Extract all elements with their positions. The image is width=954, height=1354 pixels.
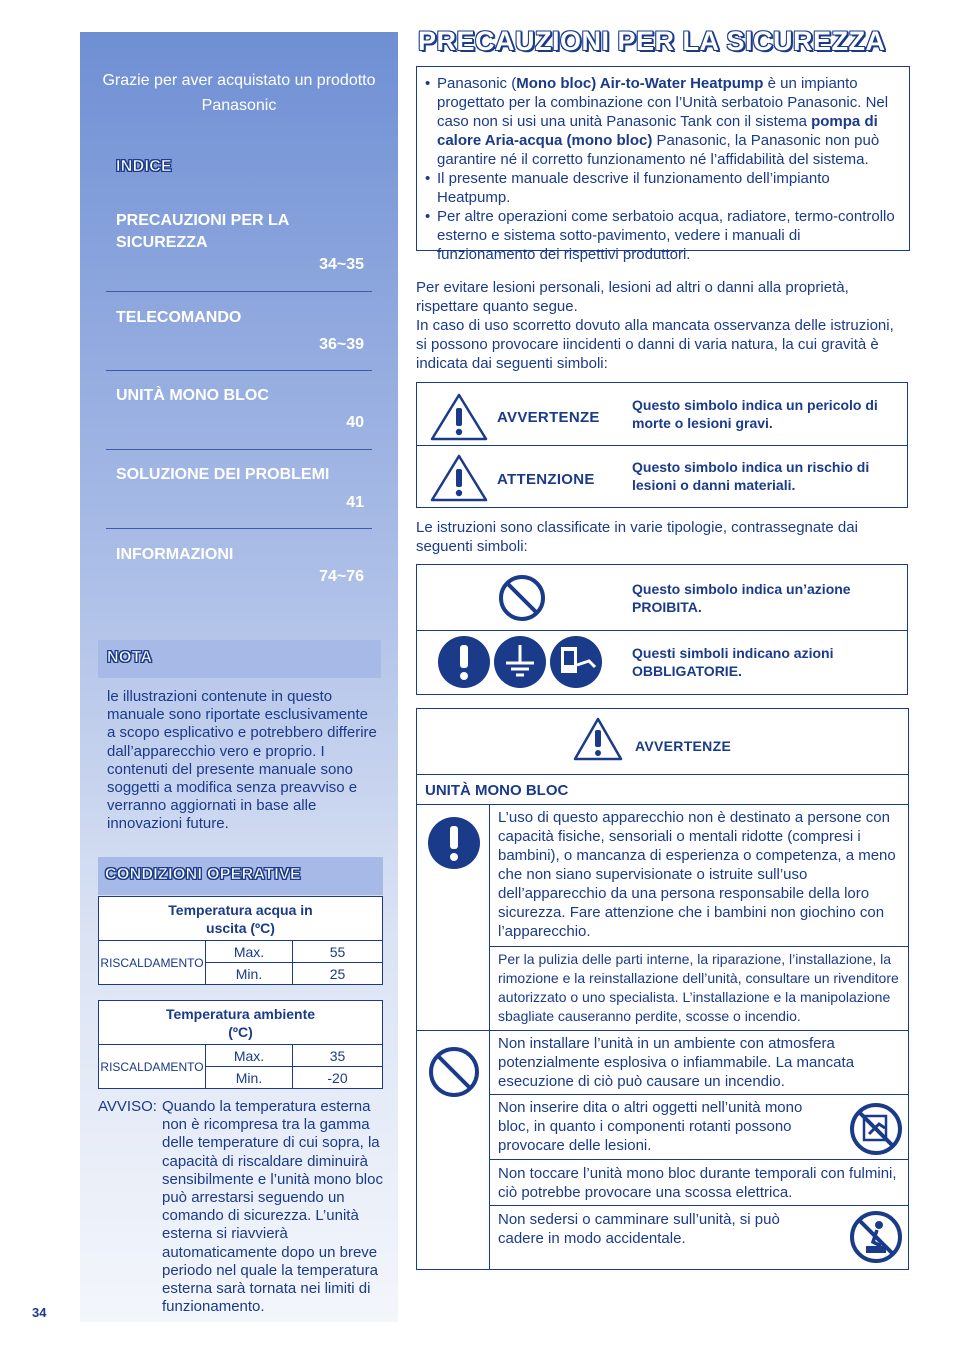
prohibited-item-2: Non inserire dita o altri oggetti nell’unità mono bloc, in quanto i componenti rotanti possono provocare delle lesioni. <box>498 1099 803 1154</box>
warning-block-label: AVVERTENZE <box>635 738 732 754</box>
toc-label: SOLUZIONE DEI PROBLEMI <box>116 466 330 483</box>
toc-page: 36~39 <box>319 336 364 353</box>
max-value: 55 <box>293 941 383 963</box>
toc-item-troubleshooting[interactable] <box>116 464 364 514</box>
toc-divider <box>106 449 372 450</box>
table-header: Temperatura acqua in uscita (ºC) <box>99 897 383 941</box>
toc-label: TELECOMANDO <box>116 309 242 326</box>
nota-text: le illustrazioni contenute in questo manuale sono riportate esclusivamente a scopo esplicativo e potrebbero differire dall’apparecchio vero e proprio. I contenuti del presente manuale sono soggetti a modifica senza preavviso e verranno aggiornati in base alle innovazioni future. <box>107 688 377 833</box>
min-label: Min. <box>206 963 293 985</box>
symbols-paragraph: Le istruzioni sono classificate in varie tipologie, contrassegnate dai seguenti simboli: <box>416 519 858 555</box>
toc-label: UNITÀ MONO BLOC <box>116 387 269 404</box>
divider <box>489 1159 908 1160</box>
toc-divider <box>106 291 372 292</box>
toc-item-monobloc[interactable] <box>116 385 364 435</box>
prohibited-icon <box>495 574 549 622</box>
intro-bullet-1: • Panasonic (Mono bloc) Air-to-Water Heatpump è un impianto progettato per la combinazione con l’Unità serbatoio Panasonic. Nel caso non si usi una unità Panasonic Tank con il sistema pompa di calore Aria-acqua (mono bloc) Panasonic, la Panasonic non può garantire né il corretto funzionamento né l’affidabilità del sistema. <box>417 74 903 169</box>
no-sitting-icon <box>849 1210 903 1264</box>
mandatory-icon <box>437 635 491 689</box>
min-value: 25 <box>293 963 383 985</box>
mode-cell: RISCALDAMENTO <box>99 941 206 985</box>
prohibited-icon <box>427 1045 481 1099</box>
max-value: 35 <box>293 1045 383 1067</box>
toc-divider <box>106 370 372 371</box>
max-label: Max. <box>206 1045 293 1067</box>
toc-page: 40 <box>346 414 364 431</box>
divider <box>417 804 908 805</box>
severity-box <box>416 382 908 508</box>
toc-item-safety[interactable] <box>116 210 364 273</box>
divider <box>417 1030 908 1031</box>
mandatory-icon <box>427 816 481 870</box>
warning-label: AVVERTENZE <box>497 409 600 426</box>
divider <box>417 445 907 446</box>
table-header: Temperatura ambiente (ºC) <box>99 1001 383 1045</box>
prohibited-item-4: Non sedersi o camminare sull’unità, si può cadere in modo accidentale. <box>498 1211 780 1247</box>
min-label: Min. <box>206 1067 293 1089</box>
notice-label: AVVISO: <box>98 1098 157 1115</box>
caution-desc: Questo simbolo indica un rischio di lesioni o danni materiali. <box>632 459 870 493</box>
toc-item-info[interactable] <box>116 544 364 594</box>
notice-text: Quando la temperatura esterna non è ricompresa tra la gamma delle temperature di cui sopra, la capacità di riscaldare diminuirà sensibilmente e l’unità mono bloc può arrestarsi seguendo un comando di sicurezza. L’unità esterna si riavvierà automaticamente dopo un breve periodo nel quale la temperatura esterna sarà tornata nei limiti di funzionamento. <box>162 1098 383 1316</box>
warning-desc: Questo simbolo indica un pericolo di morte o lesioni gravi. <box>632 397 878 431</box>
toc-item-remote[interactable] <box>116 307 364 357</box>
no-fingers-icon <box>849 1102 903 1156</box>
conditions-label: CONDIZIONI OPERATIVE <box>105 866 301 883</box>
caution-triangle-icon <box>429 453 489 503</box>
warning-block <box>416 708 909 1270</box>
min-value: -20 <box>293 1067 383 1089</box>
intro-box <box>416 66 910 263</box>
prohibited-desc: Questo simbolo indica un’azione PROIBITA. <box>632 581 851 615</box>
divider <box>417 630 907 631</box>
prohibited-item-3: Non toccare l’unità mono bloc durante temporali con fulmini, ciò potrebbe provocare una scossa elettrica. <box>498 1165 897 1201</box>
intro-bullet-2: • Il presente manuale descrive il funzionamento dell’impianto Heatpump. <box>417 169 903 207</box>
intro-paragraph: Per evitare lesioni personali, lesioni ad altri o danni alla proprietà, rispettare quanto segue. In caso di uso scorretto dovuto alla mancata osservanza delle istruzioni, si possono provocare iincidenti o danni di varia natura, la cui gravità è indicata dai seguenti simboli: <box>416 279 894 372</box>
mode-cell: RISCALDAMENTO <box>99 1045 206 1089</box>
sidebar <box>80 32 398 1322</box>
intro-bullet-3: • Per altre operazioni come serbatoio acqua, radiatore, termo-controllo esterno e sistema sotto-pavimento, vedere i manuali di funzionamento dei rispettivi produttori. <box>417 207 903 264</box>
divider <box>489 946 908 947</box>
mandatory-desc: Questi simboli indicano azioni OBBLIGATORIE. <box>632 645 834 679</box>
conditions-header <box>98 857 383 895</box>
unplug-icon <box>549 635 603 689</box>
water-temp-table <box>98 896 383 985</box>
nota-label: NOTA <box>107 649 153 666</box>
symbols-box <box>416 564 908 695</box>
divider <box>489 1205 908 1206</box>
divider <box>489 1094 908 1095</box>
toc-page: 41 <box>346 494 364 511</box>
toc-divider <box>106 528 372 529</box>
section-heading: UNITÀ MONO BLOC <box>425 782 569 799</box>
index-label: INDICE <box>116 158 173 175</box>
caution-label: ATTENZIONE <box>497 471 595 488</box>
toc-label: INFORMAZIONI <box>116 546 234 563</box>
page-title: PRECAUZIONI PER LA SICUREZZA <box>418 26 886 56</box>
warning-triangle-icon <box>572 716 624 762</box>
toc-page: 74~76 <box>319 568 364 585</box>
max-label: Max. <box>206 941 293 963</box>
nota-header <box>98 640 381 678</box>
prohibited-item-1: Non installare l’unità in un ambiente con atmosfera potenzialmente esplosiva o infiammabile. La mancata esecuzione di ciò può causare un incendio. <box>498 1035 855 1090</box>
warning-triangle-icon <box>429 392 489 442</box>
toc-label: PRECAUZIONI PER LA SICUREZZA <box>116 212 289 251</box>
ground-icon <box>493 635 547 689</box>
mandatory-item-1: L’uso di questo apparecchio non è destinato a persone con capacità fisiche, sensoriali o mentali ridotte (compresi i bambini), o mancanza di esperienza o competenza, a meno che non siano supervisionate o istruite sull’uso dell’apparecchio da una persona responsabile della loro sicurezza. Fare attenzione che i bambini non giochino con l’apparecchio. <box>498 809 896 940</box>
page-number: 34 <box>32 1305 47 1320</box>
thanks-text: Grazie per aver acquistato un prodotto Panasonic <box>102 72 376 114</box>
divider <box>417 774 908 775</box>
mandatory-item-2: Per la pulizia delle parti interne, la riparazione, l’installazione, la rimozione e la reinstallazione dell’unità, consultare un rivenditore autorizzato o uno specialista. L’installazione e la manipolazione sbagliate causeranno perdite, scosse o incendio. <box>498 951 899 1024</box>
ambient-temp-table <box>98 1000 383 1089</box>
toc-page: 34~35 <box>319 256 364 273</box>
column-divider <box>489 804 490 1269</box>
